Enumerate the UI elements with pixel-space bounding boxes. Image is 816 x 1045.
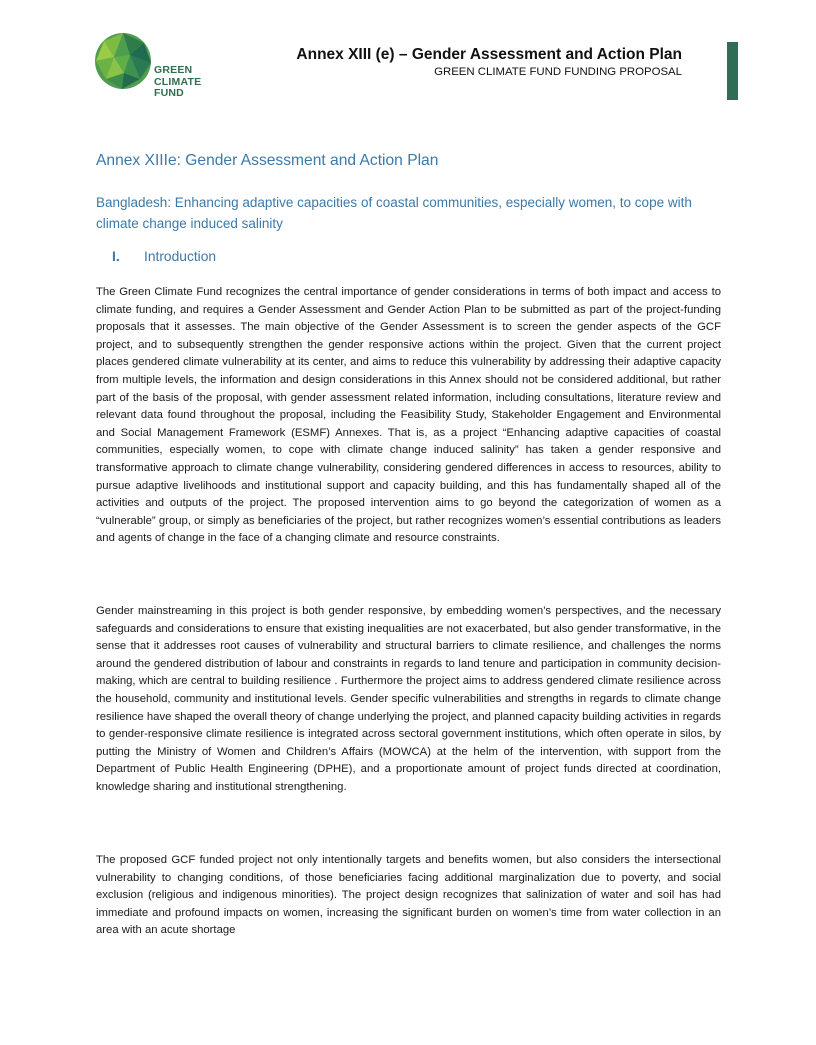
document-subtitle: Bangladesh: Enhancing adaptive capacities of coastal communities, especially women, to cope with climate change induced salinity xyxy=(96,195,692,231)
header-title: Annex XIII (e) – Gender Assessment and Action Plan xyxy=(296,46,682,63)
logo-word-climate: CLIMATE xyxy=(154,75,202,88)
header-accent-bar xyxy=(727,42,738,100)
logo-word-green: GREEN xyxy=(154,64,193,76)
document-title: Annex XIIIe: Gender Assessment and Action Plan xyxy=(96,152,439,169)
logo-word-fund: FUND xyxy=(154,87,184,99)
body-paragraph: Gender mainstreaming in this project is both gender responsive, by embedding women’s perspectives, and the necessary safeguards and considerations to ensure that existing inequalities are not exacerbated, but also gender transformative, in the sense that it addresses root causes of vulnerability and structural barriers to climate resilience, and challenges the norms around the gendered distribution of labour and constraints in regards to land tenure and participation in community decision-making, which are central to building resilience . Furthermore the project aims to address gendered climate resilience across the household, community and institutional levels. Gender specific vulnerabilities and strengths in regards to climate change resilience have shaped the overall theory of change underlying the project, and planned capacity building activities in regards to gender-responsive climate resilience is integrated across sectoral government institutions, which often operate in silos, by putting the Ministry of Women and Children’s Affairs (MOWCA) at the helm of the intervention, with support from the Department of Public Health Engineering (DPHE), and a proportionate amount of project funds directed at coordination, knowledge sharing and institutional strengthening. xyxy=(96,605,721,793)
section-title: Introduction xyxy=(144,249,217,264)
globe-logo-icon xyxy=(94,31,152,91)
logo-text xyxy=(154,65,201,100)
green-climate-fund-logo xyxy=(94,31,224,111)
body-paragraph: The Green Climate Fund recognizes the central importance of gender considerations in terms of both impact and access to climate funding, and requires a Gender Assessment and Gender Action Plan to be submitted as part of the project-funding proposals that it assesses. The main objective of the Gender Assessment is to screen the gender aspects of the GCF project, and to subsequently strengthen the gender responsive actions within the project. Given that the current project places gendered climate vulnerability at its center, and aims to reduce this vulnerability by addressing their adaptive capacity from multiple levels, the information and design considerations in this Annex should not be considered additional, but rather part of the basis of the proposal, with gender assessment related information, including consultations, literature review and relevant data found throughout the proposal, including the Feasibility Study, Stakeholder Engagement and Environmental and Social Management Framework (ESMF) Annexes. That is, as a project “Enhancing adaptive capacities of coastal communities, especially women, to cope with climate change induced salinity” has taken a gender responsive and transformative approach to climate change vulnerability, considering gendered differences in access to resources, ability to pursue adaptive livelihoods and institutional support and capacity building, and this has fundamentally shaped all of the activities and outputs of the project. The proposed intervention aims to go beyond the categorization of women as a “vulnerable” group, or simply as beneficiaries of the project, but rather recognizes women’s essential contributions as leaders and agents of change in the face of a changing climate and resource constraints. xyxy=(96,286,721,545)
section-heading xyxy=(112,249,216,264)
body-paragraph: The proposed GCF funded project not only intentionally targets and benefits women, but also considers the intersectional vulnerability to changing conditions, of those beneficiaries facing additional marginalization due to poverty, and social exclusion (religious and indigenous minorities). The project design recognizes that salinization of water and soil has had immediate and profound impacts on women, increasing the significant burden on women’s time from water collection in an area with an acute shortage xyxy=(96,854,721,937)
header-subtitle: GREEN CLIMATE FUND FUNDING PROPOSAL xyxy=(434,66,682,78)
section-number: I. xyxy=(112,249,120,264)
